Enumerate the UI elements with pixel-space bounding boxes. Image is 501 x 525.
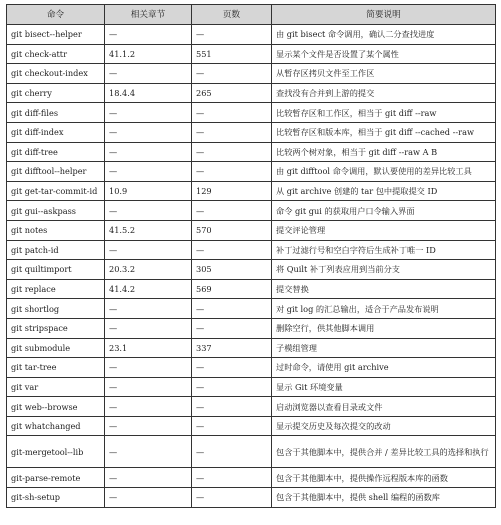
pages-cell: — (192, 436, 272, 468)
command-cell: git cherry (7, 83, 105, 103)
pages-cell: — (192, 162, 272, 182)
pages-cell: 569 (192, 279, 272, 299)
description-cell: 显示某个文件是否设置了某个属性 (272, 44, 496, 64)
table-row (7, 25, 496, 45)
chapter-cell: — (105, 122, 192, 142)
description-cell: 启动浏览器以查看目录或文件 (272, 397, 496, 417)
table-row (7, 468, 496, 488)
command-cell: git web--browse (7, 397, 105, 417)
chapter-cell: — (105, 103, 192, 123)
description-cell: 从暂存区拷贝文件至工作区 (272, 64, 496, 84)
description-cell: 补丁过滤行号和空白字符后生成补丁唯一 ID (272, 240, 496, 260)
command-cell: git var (7, 377, 105, 397)
table-row (7, 162, 496, 182)
command-cell: git tar-tree (7, 358, 105, 378)
chapter-cell: — (105, 397, 192, 417)
table-row (7, 181, 496, 201)
command-cell: git diff-index (7, 122, 105, 142)
table-row (7, 44, 496, 64)
description-cell: 包含于其他脚本中，提供 shell 编程的函数库 (272, 488, 496, 508)
command-cell: git whatchanged (7, 416, 105, 436)
command-cell: git checkout-index (7, 64, 105, 84)
chapter-cell: — (105, 488, 192, 508)
description-cell: 从 git archive 创建的 tar 包中提取提交 ID (272, 181, 496, 201)
command-cell: git quiltimport (7, 260, 105, 280)
chapter-cell: — (105, 416, 192, 436)
table-row (7, 338, 496, 358)
chapter-cell: — (105, 468, 192, 488)
header-description: 简要说明 (272, 5, 496, 25)
table-body (7, 25, 496, 508)
description-cell: 包含于其他脚本中，提供合并 / 差异比较工具的选择和执行 (272, 436, 496, 468)
table-header (7, 5, 496, 25)
pages-cell: 305 (192, 260, 272, 280)
pages-cell: — (192, 358, 272, 378)
pages-cell: — (192, 103, 272, 123)
command-cell: git diff-tree (7, 142, 105, 162)
command-cell: git get-tar-commit-id (7, 181, 105, 201)
description-cell: 提交替换 (272, 279, 496, 299)
pages-cell: 570 (192, 220, 272, 240)
chapter-cell: — (105, 436, 192, 468)
description-cell: 提交评论管理 (272, 220, 496, 240)
chapter-cell: — (105, 358, 192, 378)
command-cell: git-mergetool--lib (7, 436, 105, 468)
table-row (7, 122, 496, 142)
table-row (7, 64, 496, 84)
command-table-container (6, 4, 495, 508)
description-cell: 比较暂存区和版本库，相当于 git diff --cached --raw (272, 122, 496, 142)
description-cell: 由 git bisect 命令调用，确认二分查找进度 (272, 25, 496, 45)
table-row (7, 220, 496, 240)
pages-cell: 337 (192, 338, 272, 358)
pages-cell: — (192, 468, 272, 488)
chapter-cell: — (105, 377, 192, 397)
chapter-cell: 41.4.2 (105, 279, 192, 299)
chapter-cell: 41.5.2 (105, 220, 192, 240)
command-cell: git submodule (7, 338, 105, 358)
description-cell: 显示提交历史及每次提交的改动 (272, 416, 496, 436)
pages-cell: — (192, 240, 272, 260)
command-cell: git shortlog (7, 299, 105, 319)
description-cell: 比较两个树对象，相当于 git diff --raw A B (272, 142, 496, 162)
header-pages: 页数 (192, 5, 272, 25)
pages-cell: — (192, 397, 272, 417)
pages-cell: — (192, 299, 272, 319)
pages-cell: — (192, 25, 272, 45)
table-row (7, 377, 496, 397)
command-cell: git stripspace (7, 318, 105, 338)
table-row (7, 201, 496, 221)
pages-cell: — (192, 488, 272, 508)
command-cell: git notes (7, 220, 105, 240)
chapter-cell: — (105, 162, 192, 182)
description-cell: 显示 Git 环境变量 (272, 377, 496, 397)
chapter-cell: — (105, 142, 192, 162)
table-row (7, 358, 496, 378)
chapter-cell: 10.9 (105, 181, 192, 201)
chapter-cell: — (105, 25, 192, 45)
command-cell: git-parse-remote (7, 468, 105, 488)
command-cell: git diff-files (7, 103, 105, 123)
table-row (7, 488, 496, 508)
chapter-cell: 23.1 (105, 338, 192, 358)
command-table (6, 4, 496, 508)
table-row (7, 103, 496, 123)
table-row (7, 397, 496, 417)
pages-cell: — (192, 142, 272, 162)
pages-cell: — (192, 122, 272, 142)
table-row (7, 279, 496, 299)
description-cell: 删除空行，供其他脚本调用 (272, 318, 496, 338)
command-cell: git-sh-setup (7, 488, 105, 508)
pages-cell: 265 (192, 83, 272, 103)
chapter-cell: — (105, 240, 192, 260)
command-cell: git gui--askpass (7, 201, 105, 221)
description-cell: 将 Quilt 补丁列表应用到当前分支 (272, 260, 496, 280)
pages-cell: — (192, 64, 272, 84)
command-cell: git difftool--helper (7, 162, 105, 182)
table-row (7, 299, 496, 319)
description-cell: 过时命令，请使用 git archive (272, 358, 496, 378)
pages-cell: 551 (192, 44, 272, 64)
description-cell: 子模组管理 (272, 338, 496, 358)
chapter-cell: — (105, 299, 192, 319)
chapter-cell: 18.4.4 (105, 83, 192, 103)
table-row (7, 83, 496, 103)
chapter-cell: — (105, 318, 192, 338)
header-row (7, 5, 496, 25)
chapter-cell: — (105, 201, 192, 221)
header-command: 命令 (7, 5, 105, 25)
description-cell: 比较暂存区和工作区，相当于 git diff --raw (272, 103, 496, 123)
header-chapter: 相关章节 (105, 5, 192, 25)
table-row (7, 318, 496, 338)
pages-cell: — (192, 318, 272, 338)
pages-cell: — (192, 201, 272, 221)
pages-cell: — (192, 416, 272, 436)
pages-cell: 129 (192, 181, 272, 201)
table-row (7, 436, 496, 468)
description-cell: 对 git log 的汇总输出，适合于产品发布说明 (272, 299, 496, 319)
table-row (7, 240, 496, 260)
table-row (7, 260, 496, 280)
table-row (7, 416, 496, 436)
description-cell: 命令 git gui 的获取用户口令输入界面 (272, 201, 496, 221)
chapter-cell: 41.1.2 (105, 44, 192, 64)
pages-cell: — (192, 377, 272, 397)
description-cell: 查找没有合并到上游的提交 (272, 83, 496, 103)
command-cell: git check-attr (7, 44, 105, 64)
chapter-cell: 20.3.2 (105, 260, 192, 280)
command-cell: git bisect--helper (7, 25, 105, 45)
description-cell: 包含于其他脚本中，提供操作远程版本库的函数 (272, 468, 496, 488)
table-row (7, 142, 496, 162)
command-cell: git patch-id (7, 240, 105, 260)
command-cell: git replace (7, 279, 105, 299)
chapter-cell: — (105, 64, 192, 84)
description-cell: 由 git difftool 命令调用，默认要使用的差异比较工具 (272, 162, 496, 182)
